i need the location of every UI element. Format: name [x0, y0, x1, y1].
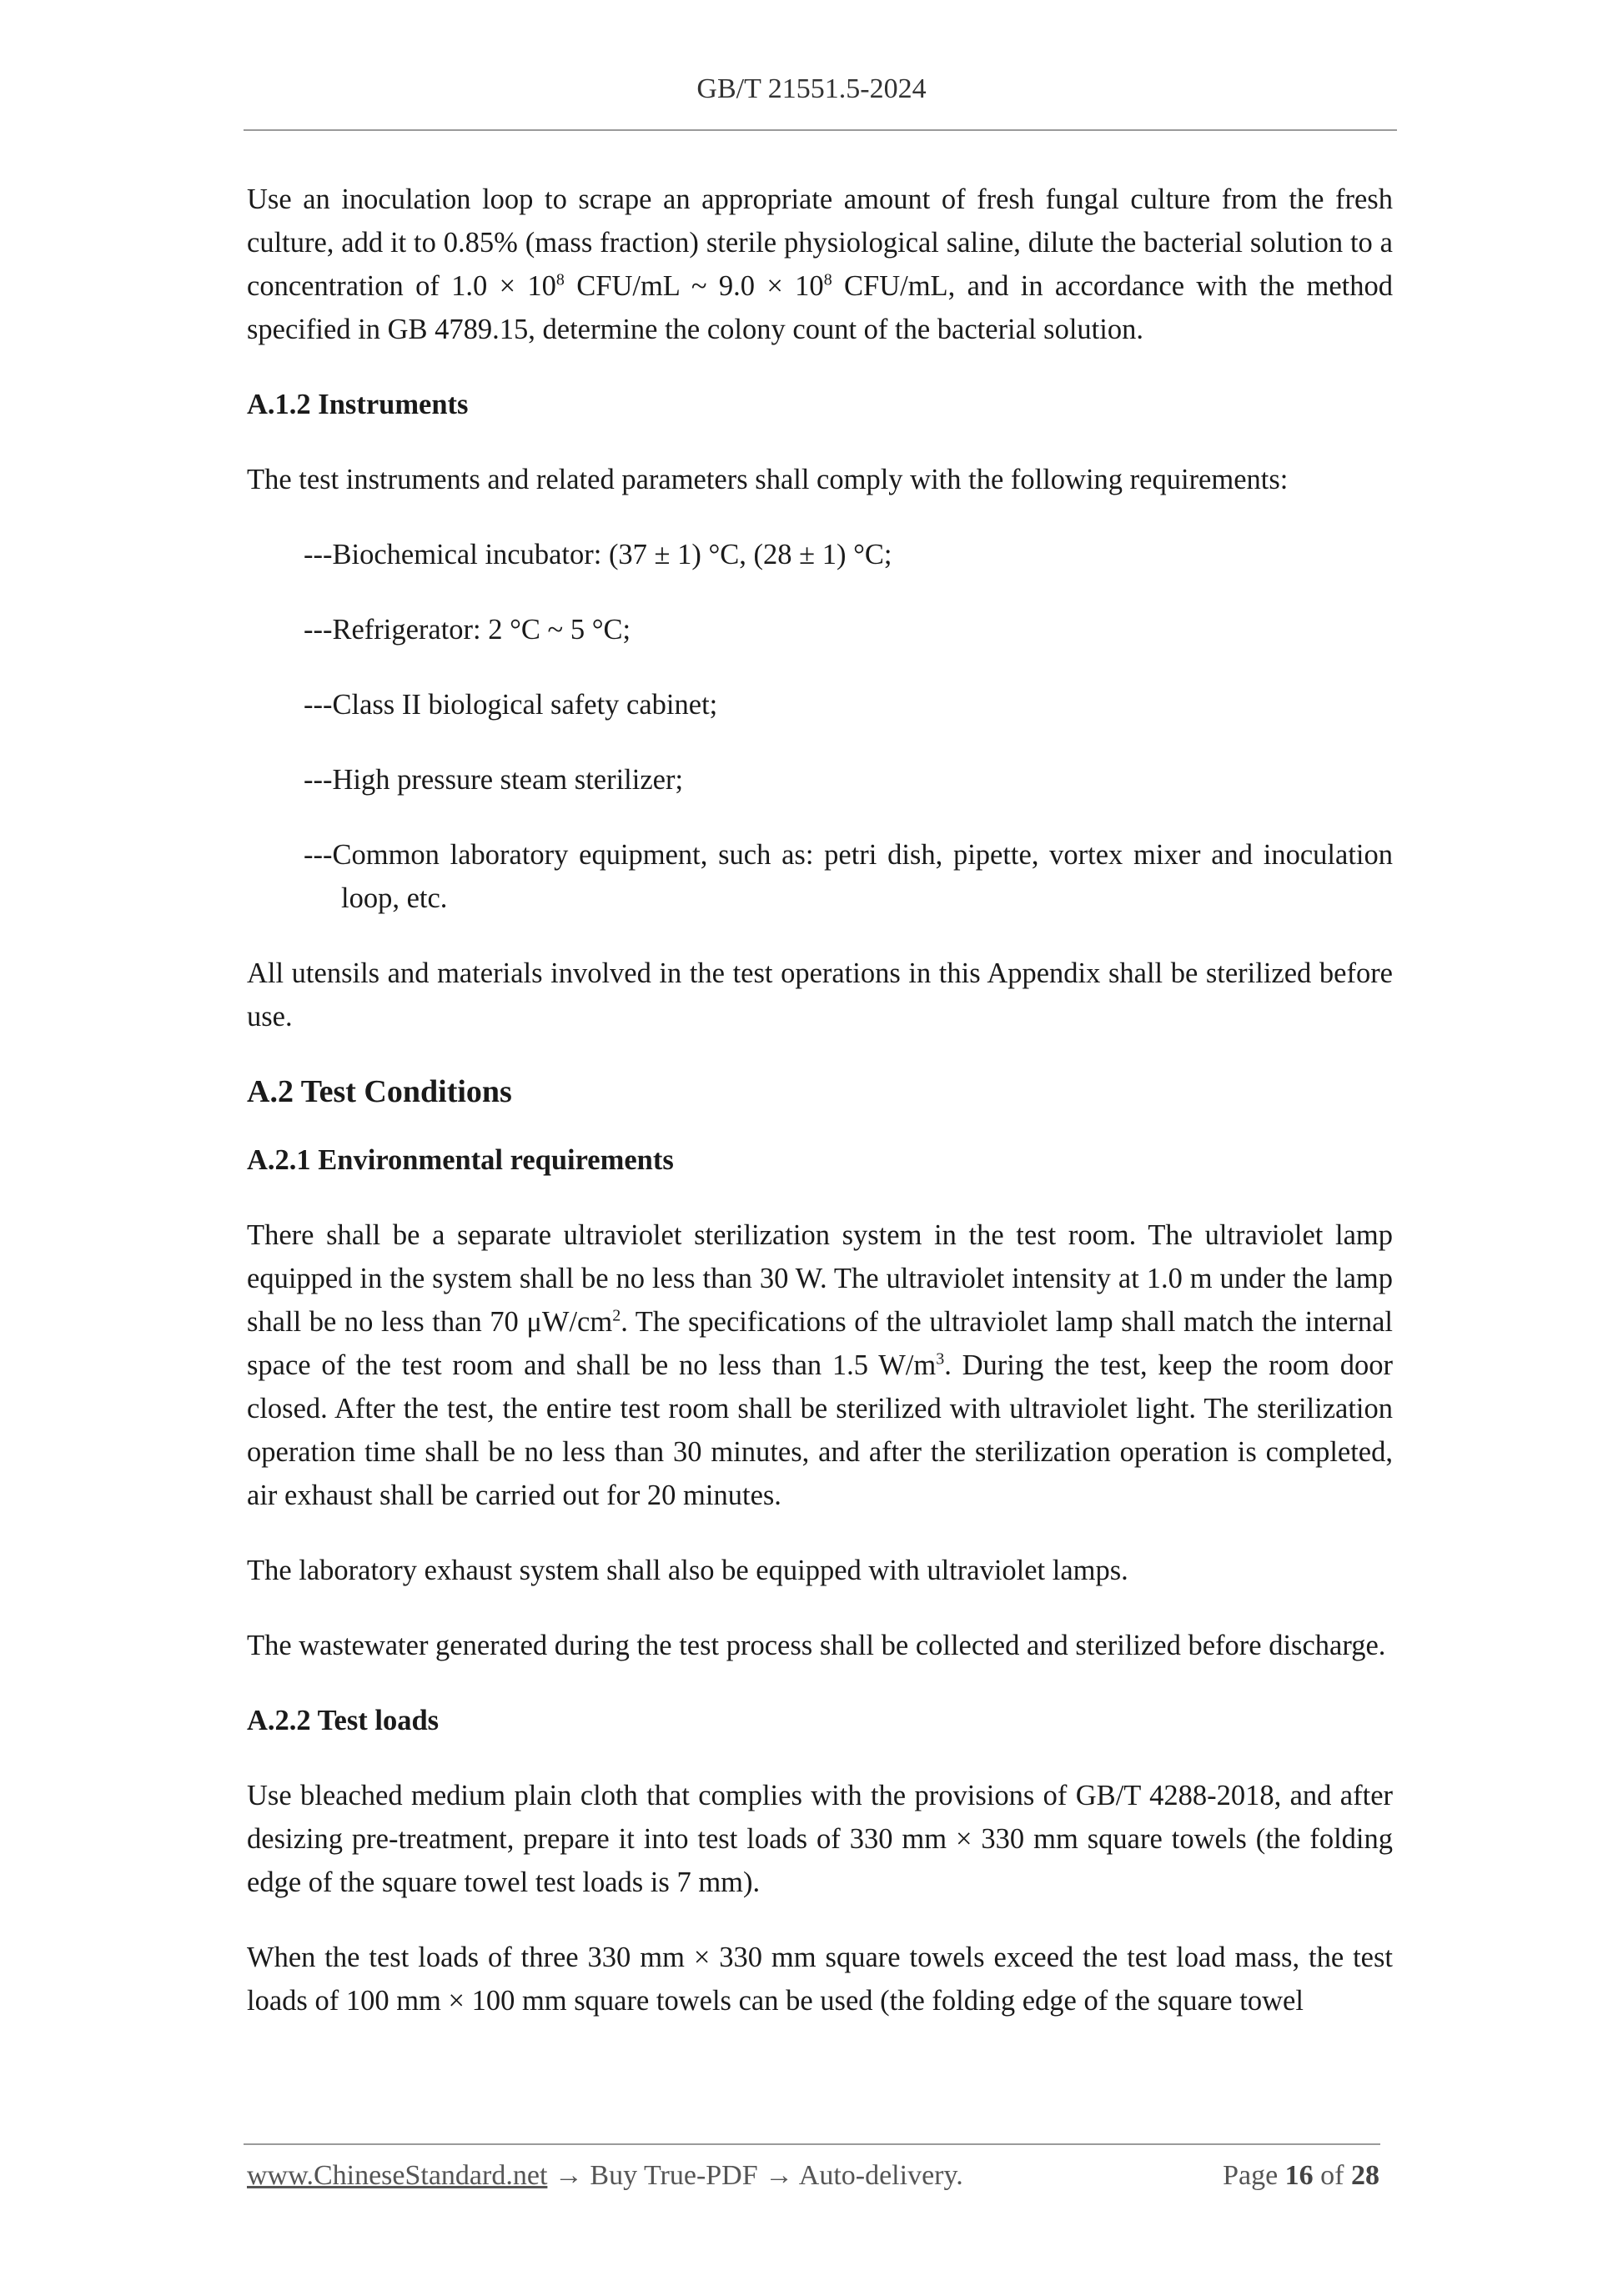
- heading-a12-instruments: A.1.2 Instruments: [247, 389, 469, 420]
- list-item: ---High pressure steam sterilizer;: [304, 764, 684, 796]
- heading-a2-test-conditions: A.2 Test Conditions: [247, 1074, 512, 1109]
- list-item: ---Refrigerator: 2 °C ~ 5 °C;: [304, 614, 631, 646]
- list-item: ---Common laboratory equipment, such as: petri dish, pipette, vortex mixer and inoculation loop, etc.: [304, 839, 1393, 914]
- footer-promo: www.ChineseStandard.net → Buy True-PDF → Auto-delivery.: [247, 2160, 963, 2191]
- paragraph-environment: There shall be a separate ultraviolet sterilization system in the test room. The ultraviolet lamp equipped in the system shall be no less than 30 W. The ultraviolet intensity at 1.0 m under the lamp shall be no less than 70 $\mu W/cm^2$. The specifications of the ultraviolet lamp shall match the internal space of the test room and shall be no less than 1.5 $W/m^3$. During the test, keep the room door closed. After the test, the entire test room shall be sterilized with ultraviolet light. The sterilization operation time shall be no less than 30 minutes, and after the sterilization operation is completed, air exhaust shall be carried out for 20 minutes.: [247, 1219, 1394, 1511]
- website-link[interactable]: www.ChineseStandard.net: [247, 2160, 548, 2191]
- page-number: Page 16 of 28: [1223, 2160, 1379, 2191]
- arrow-right-icon: →: [554, 2160, 583, 2191]
- list-item: ---Class II biological safety cabinet;: [304, 689, 718, 721]
- page-header: GB/T 21551.5-2024: [696, 73, 927, 104]
- paragraph-instruments-intro: The test instruments and related parameters shall comply with the following requirements:: [247, 464, 1289, 495]
- footer-divider: [244, 2143, 1380, 2145]
- header-divider: [244, 129, 1397, 131]
- list-item: ---Biochemical incubator: (37 ± 1) °C, (28 ± 1) °C;: [304, 539, 892, 570]
- heading-a21-environmental: A.2.1 Environmental requirements: [247, 1144, 674, 1176]
- document-body: [247, 178, 1393, 2054]
- heading-a22-test-loads: A.2.2 Test loads: [247, 1705, 440, 1736]
- paragraph-utensils: All utensils and materials involved in the test operations in this Appendix shall be sterilized before use.: [247, 957, 1393, 1032]
- paragraph-exhaust: The laboratory exhaust system shall also be equipped with ultraviolet lamps.: [247, 1555, 1128, 1586]
- paragraph-test-loads-1: Use bleached medium plain cloth that complies with the provisions of GB/T 4288-2018, and after desizing pre-treatment, prepare it into test loads of 330 mm × 330 mm square towels (the folding edge of the square towel test loads is 7 mm).: [247, 1780, 1393, 1898]
- arrow-right-icon: →: [765, 2160, 794, 2191]
- paragraph-wastewater: The wastewater generated during the test process shall be collected and sterilized before discharge.: [247, 1630, 1386, 1661]
- paragraph-fungal-culture: Use an inoculation loop to scrape an appropriate amount of fresh fungal culture from the fresh culture, add it to 0.85% (mass fraction) sterile physiological saline, dilute the bacterial solution to a concentration of $1.0 \times 10^8$ CFU/mL ~ $9.0 \times 10^8$ CFU/mL, and in accordance with the method specified in GB 4789.15, determine the colony count of the bacterial solution.: [247, 183, 1394, 345]
- page-footer: [247, 2160, 1379, 2192]
- paragraph-test-loads-2: When the test loads of three 330 mm × 330 mm square towels exceed the test load mass, the test loads of 100 mm × 100 mm square towels can be used (the folding edge of the square towel: [247, 1942, 1393, 2017]
